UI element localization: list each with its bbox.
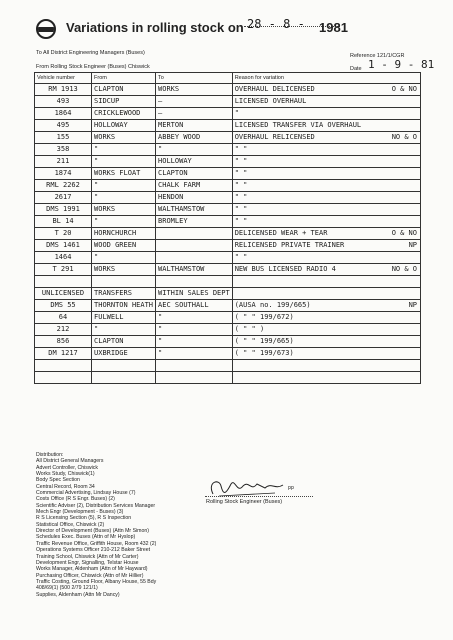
- cell-vehicle-number: [35, 360, 92, 372]
- cell-reason: [232, 372, 420, 384]
- table-row: [35, 300, 421, 312]
- distribution-item: Mech Engr (Development - Buses) (3): [36, 509, 124, 516]
- issue-date: 1 - 9 - 81: [368, 58, 435, 71]
- reason-text: ( " " 199/672): [234, 313, 294, 321]
- cell-reason: [232, 84, 420, 96]
- cell-to: ": [156, 144, 233, 156]
- cell-from: ": [92, 156, 156, 168]
- distribution-item: Body Spec Section: [36, 477, 80, 484]
- reason-text: DELICENSED WEAR + TEAR: [234, 229, 328, 237]
- cell-from: WORKS: [92, 264, 156, 276]
- cell-from: CRICKLEWOOD: [92, 108, 156, 120]
- cell-reason: [232, 156, 420, 168]
- cell-reason: [232, 144, 420, 156]
- distribution-item: Director of Development (Buses) (Attn Mr Simon): [36, 528, 150, 535]
- cell-from: [92, 360, 156, 372]
- from-line: From Rolling Stock Engineer (Buses) Chiswick: [36, 64, 150, 70]
- cell-to: ABBEY WOOD: [156, 132, 233, 144]
- cell-to: HOLLOWAY: [156, 156, 233, 168]
- cell-to: [156, 372, 233, 384]
- table-row: [35, 336, 421, 348]
- cell-to: —: [156, 96, 233, 108]
- cell-to: ": [156, 348, 233, 360]
- cell-vehicle-number: 64: [35, 312, 92, 324]
- cell-vehicle-number: 2617: [35, 192, 92, 204]
- form-title: Variations in rolling stock on: [66, 20, 244, 35]
- cell-from: ": [92, 252, 156, 264]
- header-vehicle-number: Vehicle number: [35, 73, 92, 84]
- distribution-item: Development Engr, Signalling, Telstar House: [36, 559, 139, 566]
- cell-from: ": [92, 324, 156, 336]
- cell-from: [92, 276, 156, 288]
- reference-number: Reference 121/1/CGR: [350, 53, 405, 59]
- table-row: [35, 240, 421, 252]
- cell-to: HENDON: [156, 192, 233, 204]
- cell-from: WORKS: [92, 132, 156, 144]
- cell-vehicle-number: RML 2262: [35, 180, 92, 192]
- cell-to: ": [156, 336, 233, 348]
- table-row: [35, 348, 421, 360]
- reason-text: ( " " 199/673): [234, 349, 294, 357]
- table-row: [35, 252, 421, 264]
- cell-vehicle-number: [35, 372, 92, 384]
- reason-text: " ": [234, 217, 248, 225]
- cell-reason: [232, 324, 420, 336]
- form-year: 1981: [319, 20, 348, 35]
- status-code: O & NO: [391, 85, 417, 93]
- cell-reason: [232, 312, 420, 324]
- cell-reason: [232, 288, 420, 300]
- cell-to: WITHIN SALES DEPT: [156, 288, 233, 300]
- cell-from: HORNCHURCH: [92, 228, 156, 240]
- distribution-item: Statistical Office, Chiswick (2): [36, 521, 105, 528]
- distribution-item: Advert Controller, Chiswick: [36, 464, 98, 471]
- cell-reason: [232, 264, 420, 276]
- cell-to: [156, 252, 233, 264]
- signature-line: [205, 496, 313, 497]
- reason-text: RELICENSED PRIVATE TRAINER: [234, 241, 345, 249]
- cell-from: FULWELL: [92, 312, 156, 324]
- signature-label: Rolling Stock Engineer (Buses): [206, 499, 283, 505]
- cell-reason: [232, 300, 420, 312]
- cell-reason: [232, 204, 420, 216]
- cell-from: THORNTON HEATH: [92, 300, 156, 312]
- cell-to: MERTON: [156, 120, 233, 132]
- cell-reason: [232, 348, 420, 360]
- cell-reason: [232, 216, 420, 228]
- cell-vehicle-number: 493: [35, 96, 92, 108]
- cell-reason: [232, 252, 420, 264]
- distribution-item: Traffic Revenue Office, Griffith House, Room 432 (2): [36, 540, 157, 547]
- cell-vehicle-number: 211: [35, 156, 92, 168]
- cell-reason: [232, 336, 420, 348]
- cell-from: ": [92, 192, 156, 204]
- distribution-item: Costs Office (R S Engr. Buses) (2): [36, 496, 115, 503]
- table-row: [35, 276, 421, 288]
- cell-to: ": [156, 312, 233, 324]
- cell-vehicle-number: DMS 1461: [35, 240, 92, 252]
- cell-vehicle-number: 212: [35, 324, 92, 336]
- reason-text: " ": [234, 205, 248, 213]
- distribution-item: Works Manager, Aldenham (Attn of Mr Hayward): [36, 566, 148, 573]
- cell-vehicle-number: 1874: [35, 168, 92, 180]
- cell-reason: [232, 192, 420, 204]
- cell-reason: [232, 360, 420, 372]
- cell-to: [156, 360, 233, 372]
- table-row: [35, 168, 421, 180]
- reason-text: ( " " ): [234, 325, 265, 333]
- reason-text: (AUSA no. 199/665): [234, 301, 311, 309]
- cell-to: BROMLEY: [156, 216, 233, 228]
- table-row: [35, 156, 421, 168]
- table-row: [35, 312, 421, 324]
- cell-reason: [232, 120, 420, 132]
- reason-text: LICENSED TRANSFER VIA OVERHAUL: [234, 121, 362, 129]
- table-row: [35, 144, 421, 156]
- cell-vehicle-number: DMS 55: [35, 300, 92, 312]
- table-row: [35, 192, 421, 204]
- cell-vehicle-number: DM 1217: [35, 348, 92, 360]
- status-code: O & NO: [391, 229, 417, 237]
- cell-vehicle-number: T 291: [35, 264, 92, 276]
- cell-reason: [232, 132, 420, 144]
- cell-from: ": [92, 180, 156, 192]
- cell-from: SIDCUP: [92, 96, 156, 108]
- reason-text: OVERHAUL RELICENSED: [234, 133, 315, 141]
- cell-from: WORKS: [92, 204, 156, 216]
- cell-vehicle-number: 495: [35, 120, 92, 132]
- cell-vehicle-number: DMS 1991: [35, 204, 92, 216]
- cell-from: ": [92, 144, 156, 156]
- cell-vehicle-number: T 20: [35, 228, 92, 240]
- distribution-item: Traffic Costing, Ground Floor, Albany House, 55 Bdy: [36, 578, 157, 585]
- roundel-logo-icon: [36, 19, 56, 39]
- cell-from: TRANSFERS: [92, 288, 156, 300]
- reason-text: " ": [234, 253, 248, 261]
- cell-from: HOLLOWAY: [92, 120, 156, 132]
- distribution-item: 408/69(1) (500 2/79 121/1): [36, 585, 98, 592]
- cell-reason: [232, 168, 420, 180]
- reason-text: OVERHAUL DELICENSED: [234, 85, 315, 93]
- cell-vehicle-number: 1464: [35, 252, 92, 264]
- header-from: From: [92, 73, 156, 84]
- reason-text: ": [234, 109, 239, 117]
- reason-text: " ": [234, 169, 248, 177]
- distribution-item: Operations Systems Officer 210-212 Baker Street: [36, 547, 151, 554]
- distribution-item: Commercial Advertising, Lindsay House (7): [36, 490, 136, 497]
- cell-vehicle-number: 856: [35, 336, 92, 348]
- variations-table: [34, 72, 421, 384]
- cell-vehicle-number: RM 1913: [35, 84, 92, 96]
- distribution-item: Central Record, Room 34: [36, 483, 95, 490]
- distribution-list: [36, 452, 236, 598]
- cell-to: ": [156, 324, 233, 336]
- cell-from: CLAPTON: [92, 336, 156, 348]
- table-row: [35, 360, 421, 372]
- signature-pp: pp: [288, 485, 295, 491]
- cell-reason: [232, 108, 420, 120]
- cell-from: WOOD GREEN: [92, 240, 156, 252]
- cell-to: CLAPTON: [156, 168, 233, 180]
- distribution-item: Scientific Adviser (2), Distribution Services Manager: [36, 502, 156, 509]
- cell-to: AEC SOUTHALL: [156, 300, 233, 312]
- cell-to: [156, 276, 233, 288]
- cell-vehicle-number: 155: [35, 132, 92, 144]
- distribution-item: Purchasing Officer, Chiswick (Attn of Mr Hillier): [36, 572, 144, 579]
- table-row: [35, 288, 421, 300]
- table-row: [35, 132, 421, 144]
- reason-text: " ": [234, 145, 248, 153]
- cell-from: WORKS FLOAT: [92, 168, 156, 180]
- table-row: [35, 228, 421, 240]
- cell-from: [92, 372, 156, 384]
- cell-to: —: [156, 108, 233, 120]
- status-code: NP: [408, 241, 417, 249]
- table-header-row: [35, 73, 421, 84]
- reason-text: " ": [234, 157, 248, 165]
- cell-vehicle-number: UNLICENSED: [35, 288, 92, 300]
- table-row: [35, 120, 421, 132]
- reason-text: ( " " 199/665): [234, 337, 294, 345]
- cell-to: CHALK FARM: [156, 180, 233, 192]
- distribution-item: Distribution:: [36, 452, 64, 458]
- cell-from: UXBRIDGE: [92, 348, 156, 360]
- cell-reason: [232, 180, 420, 192]
- distribution-item: Schedules Exec. Buses (Attn of Mr Hyslop): [36, 534, 136, 541]
- table-body: [35, 84, 421, 384]
- distribution-item: Works Study, Chiswick(1): [36, 471, 95, 478]
- handwritten-date: 28 - 8 -: [247, 17, 305, 31]
- distribution-item: R S Licensing Section (5), R S Inspection: [36, 515, 132, 522]
- table-row: [35, 84, 421, 96]
- cell-to: [156, 228, 233, 240]
- date-label: Date: [350, 66, 362, 72]
- cell-from: CLAPTON: [92, 84, 156, 96]
- cell-reason: [232, 240, 420, 252]
- distribution-item: All District General Managers: [36, 458, 104, 465]
- status-code: NP: [408, 301, 417, 309]
- cell-vehicle-number: BL 14: [35, 216, 92, 228]
- distribution-item: Supplies, Aldenham (Attn Mr Dancy): [36, 591, 120, 598]
- table-row: [35, 96, 421, 108]
- table-row: [35, 324, 421, 336]
- cell-vehicle-number: [35, 276, 92, 288]
- cell-to: [156, 240, 233, 252]
- cell-reason: [232, 228, 420, 240]
- table-row: [35, 372, 421, 384]
- status-code: NO & O: [391, 265, 417, 273]
- table-row: [35, 216, 421, 228]
- to-line: To All District Engineering Managers (Buses): [36, 50, 145, 56]
- table-row: [35, 204, 421, 216]
- table-row: [35, 264, 421, 276]
- cell-reason: [232, 276, 420, 288]
- table-row: [35, 180, 421, 192]
- reason-text: LICENSED OVERHAUL: [234, 97, 307, 105]
- status-code: NO & O: [391, 133, 417, 141]
- cell-from: ": [92, 216, 156, 228]
- table-row: [35, 108, 421, 120]
- reason-text: " ": [234, 181, 248, 189]
- cell-to: WALTHAMSTOW: [156, 264, 233, 276]
- reason-text: NEW BUS LICENSED RADIO 4: [234, 265, 336, 273]
- cell-to: WORKS: [156, 84, 233, 96]
- cell-to: WALTHAMSTOW: [156, 204, 233, 216]
- header-reason: Reason for variation: [232, 73, 420, 84]
- cell-vehicle-number: 358: [35, 144, 92, 156]
- reason-text: " ": [234, 193, 248, 201]
- header-to: To: [156, 73, 233, 84]
- cell-vehicle-number: 1864: [35, 108, 92, 120]
- distribution-item: Training School, Chiswick (Attn of Mr Carter): [36, 553, 139, 560]
- cell-reason: [232, 96, 420, 108]
